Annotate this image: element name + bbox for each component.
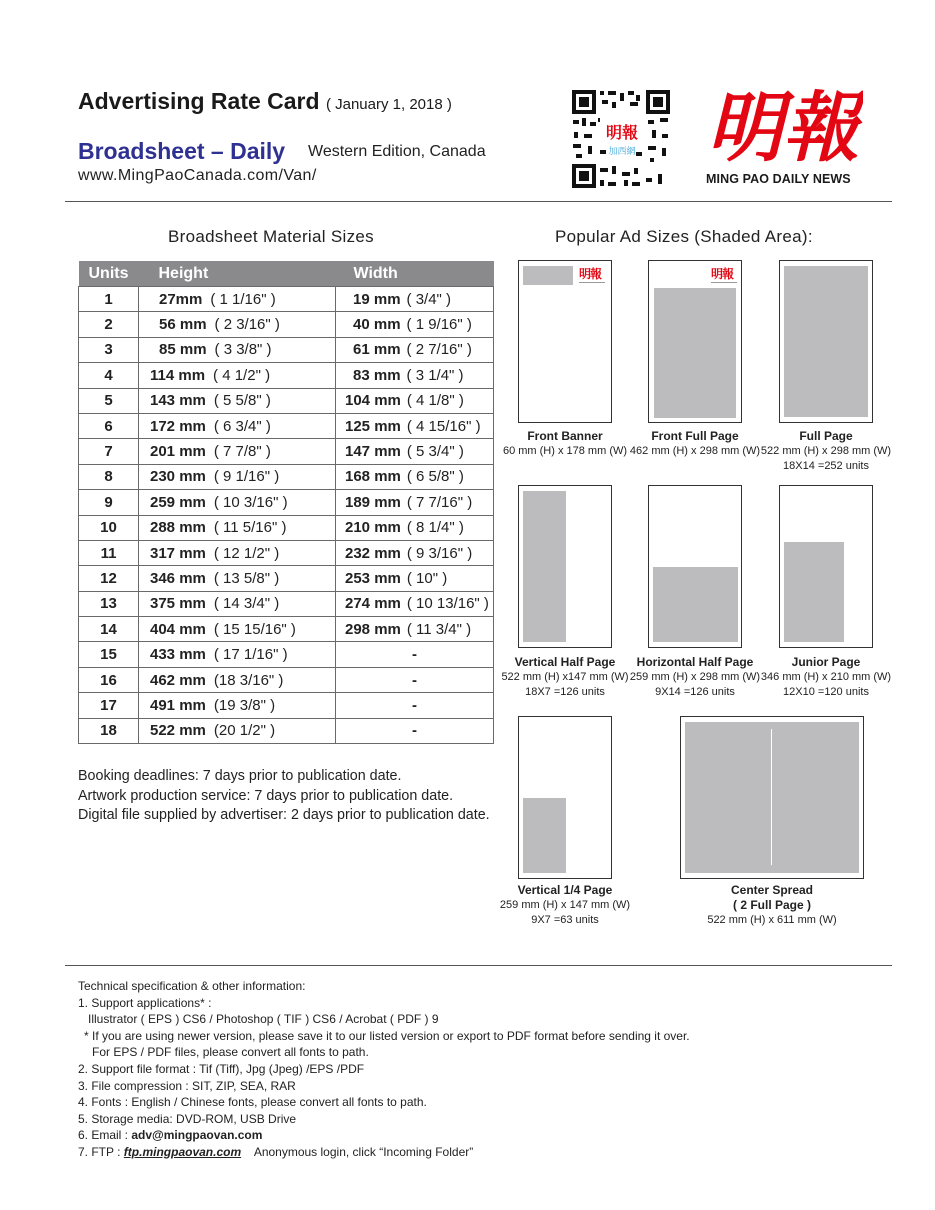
- tech-item-1-apps: Illustrator ( EPS ) CS6 / Photoshop ( TIF ) CS6 / Acrobat ( PDF ) 9: [88, 1012, 439, 1027]
- width-cell: 125 mm ( 4 15/16" ): [336, 413, 494, 438]
- width-cell: 298 mm ( 11 3/4" ): [336, 617, 494, 642]
- tech-item-3: 3. File compression : SIT, ZIP, SEA, RAR: [78, 1078, 296, 1093]
- email-link[interactable]: adv@mingpaovan.com: [131, 1128, 263, 1143]
- table-row: [79, 337, 494, 362]
- tech-item-7: [78, 1144, 690, 1161]
- height-cell: 433 mm ( 17 1/16" ): [139, 642, 336, 667]
- shaded-area: [523, 798, 566, 873]
- ad-horizontal-half-page-diagram: [648, 485, 742, 648]
- shaded-area: [523, 266, 573, 285]
- table-row: [79, 439, 494, 464]
- ad-vertical-half-page-diagram: [518, 485, 612, 648]
- svg-text:明報: 明報: [605, 123, 639, 142]
- unit-cell: 7: [79, 439, 139, 464]
- col-units: Units: [79, 261, 139, 287]
- caption-center-spread: Center Spread ( 2 Full Page ) 522 mm (H) x 611 mm (W): [707, 883, 837, 926]
- shaded-area: [653, 567, 738, 642]
- mini-logo: 明報: [579, 267, 602, 281]
- table-row: [79, 540, 494, 565]
- shaded-area: [523, 491, 566, 642]
- deadlines-block: [78, 767, 490, 826]
- shaded-area: [784, 542, 844, 642]
- height-cell: 346 mm ( 13 5/8" ): [139, 566, 336, 591]
- svg-text:加西網: 加西網: [608, 147, 636, 157]
- unit-cell: 6: [79, 413, 139, 438]
- table-row: [79, 363, 494, 388]
- spread-fold-line: [771, 729, 772, 865]
- ftp-link[interactable]: ftp.mingpaovan.com: [123, 1144, 242, 1159]
- tech-note-2: For EPS / PDF files, please convert all fonts to path.: [92, 1045, 369, 1060]
- width-cell: -: [336, 642, 494, 667]
- table-row: [79, 693, 494, 718]
- website-url[interactable]: www.MingPaoCanada.com/Van/: [78, 167, 317, 184]
- height-cell: 404 mm ( 15 15/16" ): [139, 617, 336, 642]
- table-row: [79, 667, 494, 692]
- table-row: [79, 718, 494, 743]
- table-row: [79, 490, 494, 515]
- width-cell: 104 mm ( 4 1/8" ): [336, 388, 494, 413]
- page-title: [78, 88, 452, 115]
- tech-item-5: 5. Storage media: DVD-ROM, USB Drive: [78, 1111, 297, 1126]
- height-cell: 288 mm ( 11 5/16" ): [139, 515, 336, 540]
- width-cell: 40 mm ( 1 9/16" ): [336, 312, 494, 337]
- height-cell: 27mm ( 1 1/16" ): [139, 287, 336, 312]
- mini-rule: [711, 282, 737, 283]
- width-cell: -: [336, 667, 494, 692]
- table-row: [79, 617, 494, 642]
- material-sizes-title: Broadsheet Material Sizes: [168, 227, 374, 246]
- unit-cell: 13: [79, 591, 139, 616]
- booking-deadline: Booking deadlines: 7 days prior to publication date.: [78, 768, 402, 784]
- table-row: [79, 413, 494, 438]
- ad-full-page-diagram: [779, 260, 873, 423]
- material-sizes-table: [78, 261, 494, 744]
- unit-cell: 1: [79, 287, 139, 312]
- height-cell: 114 mm ( 4 1/2" ): [139, 363, 336, 388]
- width-cell: 253 mm ( 10" ): [336, 566, 494, 591]
- height-cell: 375 mm ( 14 3/4" ): [139, 591, 336, 616]
- shaded-area: [784, 266, 868, 417]
- height-cell: 259 mm ( 10 3/16" ): [139, 490, 336, 515]
- height-cell: 230 mm ( 9 1/16" ): [139, 464, 336, 489]
- col-height: Height: [139, 261, 336, 287]
- height-cell: 462 mm (18 3/16" ): [139, 667, 336, 692]
- popular-sizes-title: Popular Ad Sizes (Shaded Area):: [555, 227, 813, 246]
- svg-text:明報: 明報: [707, 83, 859, 170]
- width-cell: 232 mm ( 9 3/16" ): [336, 540, 494, 565]
- table-row: [79, 515, 494, 540]
- table-row: [79, 464, 494, 489]
- width-cell: 83 mm ( 3 1/4" ): [336, 363, 494, 388]
- height-cell: 317 mm ( 12 1/2" ): [139, 540, 336, 565]
- width-cell: 274 mm ( 10 13/16" ): [336, 591, 494, 616]
- title-text: Advertising Rate Card: [78, 88, 320, 114]
- caption-front-full-page: Front Full Page 462 mm (H) x 298 mm (W): [629, 429, 761, 457]
- unit-cell: 9: [79, 490, 139, 515]
- unit-cell: 17: [79, 693, 139, 718]
- caption-full-page: Full Page 522 mm (H) x 298 mm (W) 18X14 =252 units: [760, 429, 892, 472]
- caption-vertical-half-page: Vertical Half Page 522 mm (H) x147 mm (W) 18X7 =126 units: [501, 655, 629, 698]
- ad-front-full-page-diagram: [648, 260, 742, 423]
- email-label: 6. Email :: [78, 1128, 132, 1143]
- height-cell: 172 mm ( 6 3/4" ): [139, 413, 336, 438]
- width-cell: 210 mm ( 8 1/4" ): [336, 515, 494, 540]
- width-cell: 189 mm ( 7 7/16" ): [336, 490, 494, 515]
- unit-cell: 3: [79, 337, 139, 362]
- shaded-area: [654, 288, 736, 418]
- caption-junior-page: Junior Page 346 mm (H) x 210 mm (W) 12X10 =120 units: [760, 655, 892, 698]
- unit-cell: 14: [79, 617, 139, 642]
- edition-label: Western Edition, Canada: [308, 143, 486, 160]
- tech-item-1: 1. Support applications* :: [78, 995, 212, 1010]
- technical-specs: [78, 978, 690, 1161]
- caption-horizontal-half-page: Horizontal Half Page 259 mm (H) x 298 mm (W) 9X14 =126 units: [629, 655, 761, 698]
- table-row: [79, 591, 494, 616]
- logo-english-name: MING PAO DAILY NEWS: [706, 172, 851, 186]
- tech-note-1: * If you are using newer version, please save it to our listed version or export to PDF format before sending it over.: [84, 1028, 690, 1043]
- height-cell: 491 mm (19 3/8" ): [139, 693, 336, 718]
- caption-vertical-quarter-page: Vertical 1/4 Page 259 mm (H) x 147 mm (W) 9X7 =63 units: [499, 883, 631, 926]
- width-cell: 61 mm ( 2 7/16" ): [336, 337, 494, 362]
- caption-front-banner: Front Banner 60 mm (H) x 178 mm (W): [502, 429, 628, 457]
- col-width: Width: [336, 261, 494, 287]
- unit-cell: 18: [79, 718, 139, 743]
- mini-logo: 明報: [711, 267, 734, 281]
- unit-cell: 10: [79, 515, 139, 540]
- unit-cell: 12: [79, 566, 139, 591]
- digital-file-deadline: Digital file supplied by advertiser: 2 days prior to publication date.: [78, 807, 490, 823]
- height-cell: 201 mm ( 7 7/8" ): [139, 439, 336, 464]
- unit-cell: 8: [79, 464, 139, 489]
- width-cell: -: [336, 718, 494, 743]
- unit-cell: 5: [79, 388, 139, 413]
- height-cell: 522 mm (20 1/2" ): [139, 718, 336, 743]
- height-cell: 143 mm ( 5 5/8" ): [139, 388, 336, 413]
- unit-cell: 16: [79, 667, 139, 692]
- table-row: [79, 642, 494, 667]
- table-row: [79, 312, 494, 337]
- qr-code-icon: [570, 88, 672, 190]
- table-row: [79, 566, 494, 591]
- ftp-label: 7. FTP :: [78, 1144, 124, 1159]
- artwork-deadline: Artwork production service: 7 days prior to publication date.: [78, 787, 454, 804]
- ftp-instructions: Anonymous login, click “Incoming Folder”: [241, 1144, 474, 1159]
- header-divider: [65, 201, 892, 202]
- unit-cell: 4: [79, 363, 139, 388]
- table-row: [79, 287, 494, 312]
- subtitle: Broadsheet – Daily: [78, 138, 286, 164]
- unit-cell: 2: [79, 312, 139, 337]
- tech-item-4: 4. Fonts : English / Chinese fonts, please convert all fonts to path.: [78, 1095, 427, 1110]
- ad-junior-page-diagram: [779, 485, 873, 648]
- shaded-area: [685, 722, 859, 873]
- ad-front-banner-diagram: [518, 260, 612, 423]
- ming-pao-logo: [703, 80, 863, 170]
- unit-cell: 15: [79, 642, 139, 667]
- tech-item-2: 2. Support file format : Tif (Tiff), Jpg (Jpeg) /EPS /PDF: [78, 1061, 365, 1076]
- unit-cell: 11: [79, 540, 139, 565]
- width-cell: 19 mm ( 3/4" ): [336, 287, 494, 312]
- mini-rule: [579, 282, 605, 283]
- ad-vertical-quarter-page-diagram: [518, 716, 612, 879]
- height-cell: 85 mm ( 3 3/8" ): [139, 337, 336, 362]
- height-cell: 56 mm ( 2 3/16" ): [139, 312, 336, 337]
- width-cell: -: [336, 693, 494, 718]
- title-date: ( January 1, 2018 ): [325, 96, 452, 113]
- ad-center-spread-diagram: [680, 716, 864, 879]
- tech-heading: Technical specification & other information:: [78, 979, 306, 993]
- table-header-row: [79, 261, 494, 287]
- width-cell: 147 mm ( 5 3/4" ): [336, 439, 494, 464]
- width-cell: 168 mm ( 6 5/8" ): [336, 464, 494, 489]
- tech-item-6: [78, 1127, 690, 1144]
- table-row: [79, 388, 494, 413]
- footer-divider: [65, 965, 892, 966]
